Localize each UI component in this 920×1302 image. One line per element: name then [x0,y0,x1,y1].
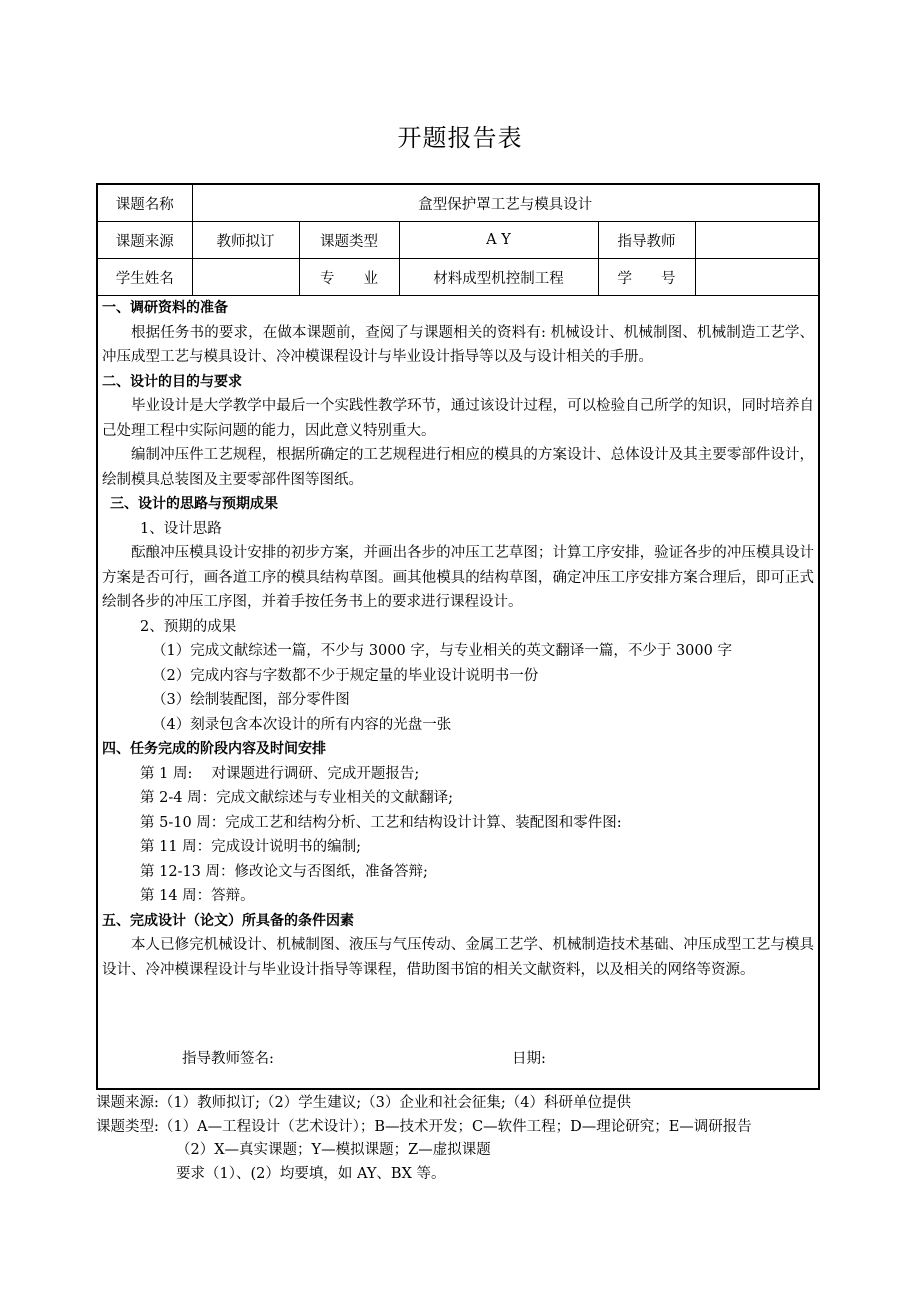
topic-type-value: A Y [399,222,598,259]
topic-source-value: 教师拟订 [192,222,299,259]
section-heading: 二、设计的目的与要求 [102,373,242,390]
list-item: （1）完成文献综述一篇，不少与 3000 字，与专业相关的英文翻译一篇，不少于 3000 字 [152,643,732,659]
section-heading: 五、完成设计（论文）所具备的条件因素 [102,912,354,929]
topic-name-label: 课题名称 [98,185,192,222]
footnote-line: （2）X—真实课题；Y—模拟课题；Z—虚拟课题 [176,1142,491,1158]
footnote-line: 课题类型:（1）A—工程设计（艺术设计）；B—技术开发；C—软件工程；D—理论研究；E—调研报告 [96,1118,752,1135]
student-name-label: 学生姓名 [98,259,192,296]
student-id-label: 学 号 [598,259,695,296]
section-heading: 一、调研资料的准备 [102,300,228,316]
subsection-heading: 1、设计思路 [140,520,222,537]
subsection-heading: 2、预期的成果 [140,618,237,635]
section-heading: 四、任务完成的阶段内容及时间安排 [102,741,326,757]
signature-line [182,1047,782,1073]
advisor-label: 指导教师 [598,222,695,259]
topic-name-value: 盒型保护罩工艺与模具设计 [192,185,818,222]
topic-type-label: 课题类型 [299,222,399,259]
section-paragraph: 根据任务书的要求，在做本课题前，查阅了与课题相关的资料有: 机械设计、机械制图、机械制造工艺学、冲压成型工艺与模具设计、冷冲模课程设计与毕业设计指导等以及与设计相关的手册。 [102,324,814,365]
page-title: 开题报告表 [397,124,523,152]
footnote-line: 要求（1）、(2）均要填，如 AY、BX 等。 [176,1165,446,1182]
list-item: 第 11 周：完成设计说明书的编制; [140,839,362,855]
list-item: （2）完成内容与字数都不少于规定量的毕业设计说明书一份 [152,667,539,684]
report-body [98,296,818,982]
section-heading: 三、设计的思路与预期成果 [110,496,278,512]
header-table [98,185,818,296]
section-paragraph: 毕业设计是大学教学中最后一个实践性教学环节，通过该设计过程，可以检验自己所学的知识，同时培养自己处理工程中实际问题的能力，因此意义特别重大。 [102,398,814,439]
major-value: 材料成型机控制工程 [399,259,598,296]
advisor-value [695,222,818,259]
table-row [98,259,818,296]
list-item: 第 12-13 周：修改论文与否图纸，准备答辩; [140,863,428,880]
table-row [98,185,818,222]
list-item: 第 1 周: 对课题进行调研、完成开题报告; [140,765,420,782]
report-form [96,183,820,1090]
section-paragraph: 编制冲压件工艺规程，根据所确定的工艺规程进行相应的模具的方案设计、总体设计及其主要零部件设计，绘制模具总装图及主要零部件图等图纸。 [102,447,814,488]
list-item: （4）刻录包含本次设计的所有内容的光盘一张 [152,716,452,733]
student-name-value [192,259,299,296]
footnotes [96,1092,836,1186]
student-id-value [695,259,818,296]
footnote-line: 课题来源:（1）教师拟订;（2）学生建议;（3）企业和社会征集;（4）科研单位提供 [96,1095,631,1111]
topic-source-label: 课题来源 [98,222,192,259]
section-paragraph: 本人已修完机械设计、机械制图、液压与气压传动、金属工艺学、机械制造技术基础、冲压成型工艺与模具设计、冷冲模课程设计与毕业设计指导等课程，借助图书馆的相关文献资料，以及相关的网络等资源。 [102,937,814,978]
section-paragraph: 酝酿冲压模具设计安排的初步方案，并画出各步的冲压工艺草图；计算工序安排，验证各步的冲压模具设计方案是否可行，画各道工序的模具结构草图。画其他模具的结构草图，确定冲压工序安排方案合理后，即可正式绘制各步的冲压工序图，并着手按任务书上的要求进行课程设计。 [102,545,814,610]
advisor-signature-label: 指导教师签名: [182,1051,274,1067]
date-label: 日期: [512,1051,546,1067]
list-item: （3）绘制装配图，部分零件图 [152,692,350,708]
major-label: 专 业 [299,259,399,296]
list-item: 第 14 周：答辩。 [140,888,255,904]
table-row [98,222,818,259]
list-item: 第 5-10 周：完成工艺和结构分析、工艺和结构设计计算、装配图和零件图: [140,814,622,831]
list-item: 第 2-4 周：完成文献综述与专业相关的文献翻译; [140,790,453,806]
